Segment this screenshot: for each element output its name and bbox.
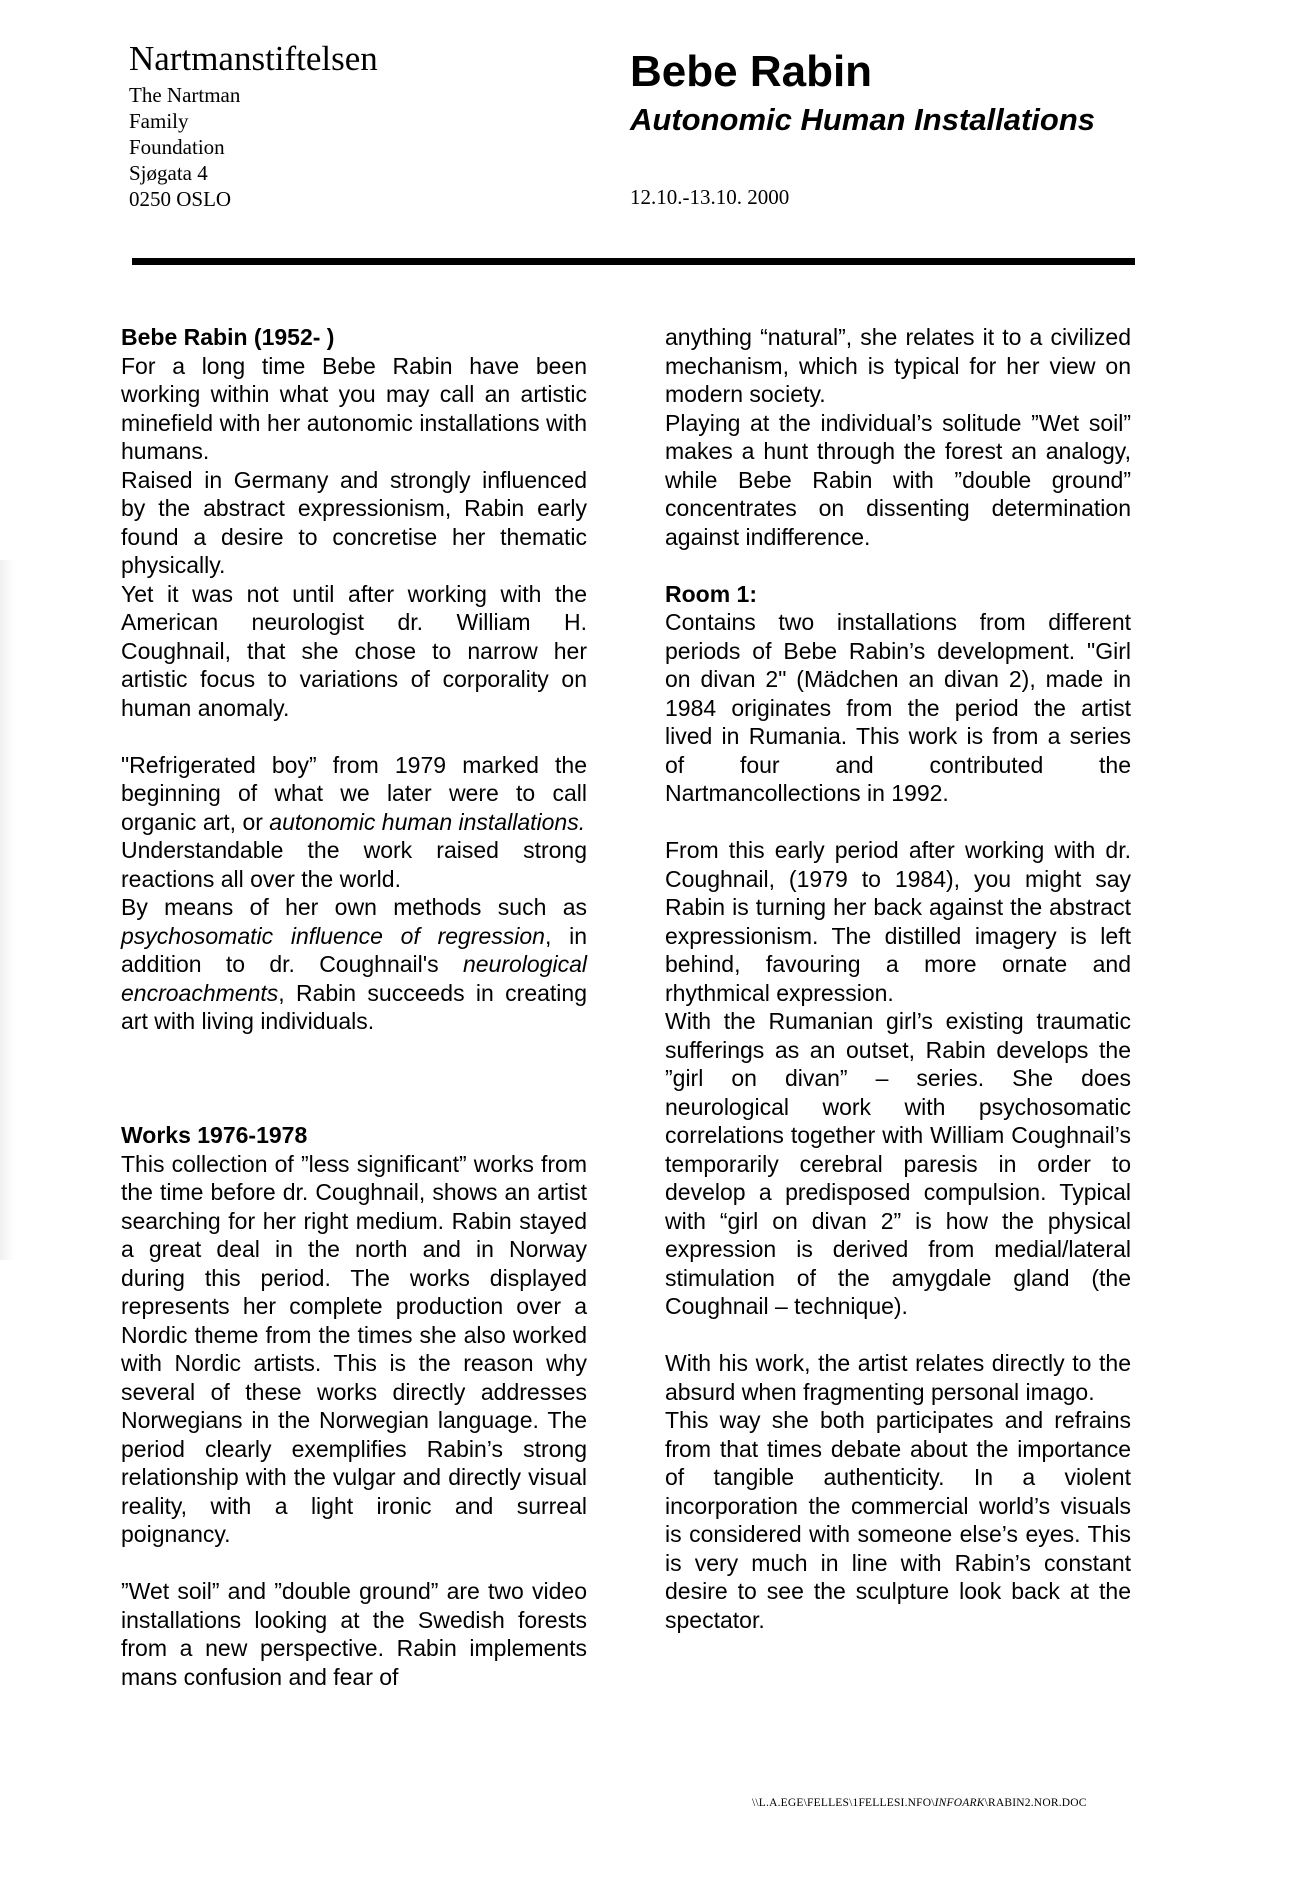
foundation-name: Nartmanstiftelsen <box>129 39 378 78</box>
room-paragraph-5: This way she both participates and refrains from that times debate about the importance of tangible authenticity. In a violent incorporation the commercial world’s visuals is considered with someone else’s eyes. This is very much in line with Rabin’s constant desire to see the sculpture look back at the spectator. <box>665 1407 1131 1633</box>
continued-paragraph-1: anything “natural”, she relates it to a civilized mechanism, which is typical for her view on modern society. <box>665 324 1131 407</box>
foundation-address-street: Sjøgata 4 <box>129 161 208 185</box>
exhibition-subtitle: Autonomic Human Installations <box>630 102 1096 137</box>
room-heading: Room 1: <box>665 580 757 607</box>
left-column <box>121 323 587 1691</box>
foundation-line-2: Family <box>129 109 189 133</box>
bio-paragraph-3: Yet it was not until after working with the American neurologist dr. William H. Coughnail, that she chose to narrow her artistic focus to variations of corporality on human anomaly. <box>121 580 587 721</box>
room-paragraph-4: With his work, the artist relates directly to the absurd when fragmenting personal imago. <box>665 1350 1131 1405</box>
foundation-block <box>129 36 378 212</box>
header-divider <box>132 258 1135 265</box>
room-paragraph-1: Contains two installations from different periods of Bebe Rabin’s development. "Girl on divan 2" (Mädchen an divan 2), made in 1984 originates from the period the artist lived in Rumania. This work is from a series of four and contributed the Nartmancollections in 1992. <box>665 609 1131 806</box>
bio-heading: Bebe Rabin (1952- ) <box>121 324 335 350</box>
works-paragraph-1: This collection of ”less significant” works from the time before dr. Coughnail, shows an artist searching for her right medium. Rabin stayed a great deal in the north and in Norway during this period. The works displayed represents her complete production over a Nordic theme from the times she also worked with Nordic artists. This is the reason why several of these works directly addresses Norwegians in the Norwegian language. The period clearly exemplifies Rabin’s strong relationship with the vulgar and directly visual reality, with a light ironic and surreal poignancy. <box>121 1150 587 1547</box>
continued-paragraph-2: Playing at the individual’s solitude ”Wet soil” makes a hunt through the forest an analogy, while Bebe Rabin with ”double ground” concentrates on dissenting determination against indifference. <box>665 409 1131 550</box>
bio-paragraph-1: For a long time Bebe Rabin have been working within what you may call an artistic minefield with her autonomic installations with humans. <box>121 352 587 464</box>
bio-paragraph-4: "Refrigerated boy” from 1979 marked the beginning of what we later were to call organic art, or autonomic human installations. <box>121 751 587 835</box>
exhibition-dates: 12.10.-13.10. 2000 <box>630 185 790 209</box>
scan-shadow <box>0 560 14 1260</box>
bio-paragraph-6: By means of her own methods such as psychosomatic influence of regression, in addition to dr. Coughnail's neurological encroachments, Rabin succeeds in creating art with living individuals. <box>121 894 587 1034</box>
exhibition-header <box>630 44 1095 140</box>
works-paragraph-2: ”Wet soil” and ”double ground” are two video installations looking at the Swedish forests from a new perspective. Rabin implements mans confusion and fear of <box>121 1578 587 1690</box>
right-column <box>665 323 1131 1634</box>
foundation-line-1: The Nartman <box>129 83 241 107</box>
bio-paragraph-5: Understandable the work raised strong reactions all over the world. <box>121 837 587 892</box>
bio-paragraph-2: Raised in Germany and strongly influenced by the abstract expressionism, Rabin early found a desire to concretise her thematic physically. <box>121 466 587 578</box>
room-paragraph-3: With the Rumanian girl’s existing traumatic sufferings as an outset, Rabin develops the ”girl on divan” – series. She does neurological work with psychosomatic correlations together with William Coughnail’s temporarily cerebral paresis in order to develop a predisposed compulsion. Typical with “girl on divan 2” is how the physical expression is derived from medial/lateral stimulation of the amygdale gland (the Coughnail – technique). <box>665 1008 1131 1319</box>
works-heading: Works 1976-1978 <box>121 1122 308 1148</box>
artist-title: Bebe Rabin <box>630 47 873 96</box>
file-path-footer: \\L.A.EGE\FELLES\1FELLESI.NFO\INFOARK\RABIN2.NOR.DOC <box>752 1797 1087 1809</box>
room-paragraph-2: From this early period after working with dr. Coughnail, (1979 to 1984), you might say Rabin is turning her back against the abstract expressionism. The distilled imagery is left behind, favouring a more ornate and rhythmical expression. <box>665 837 1131 1006</box>
foundation-line-3: Foundation <box>129 135 225 159</box>
foundation-address-city: 0250 OSLO <box>129 187 232 211</box>
